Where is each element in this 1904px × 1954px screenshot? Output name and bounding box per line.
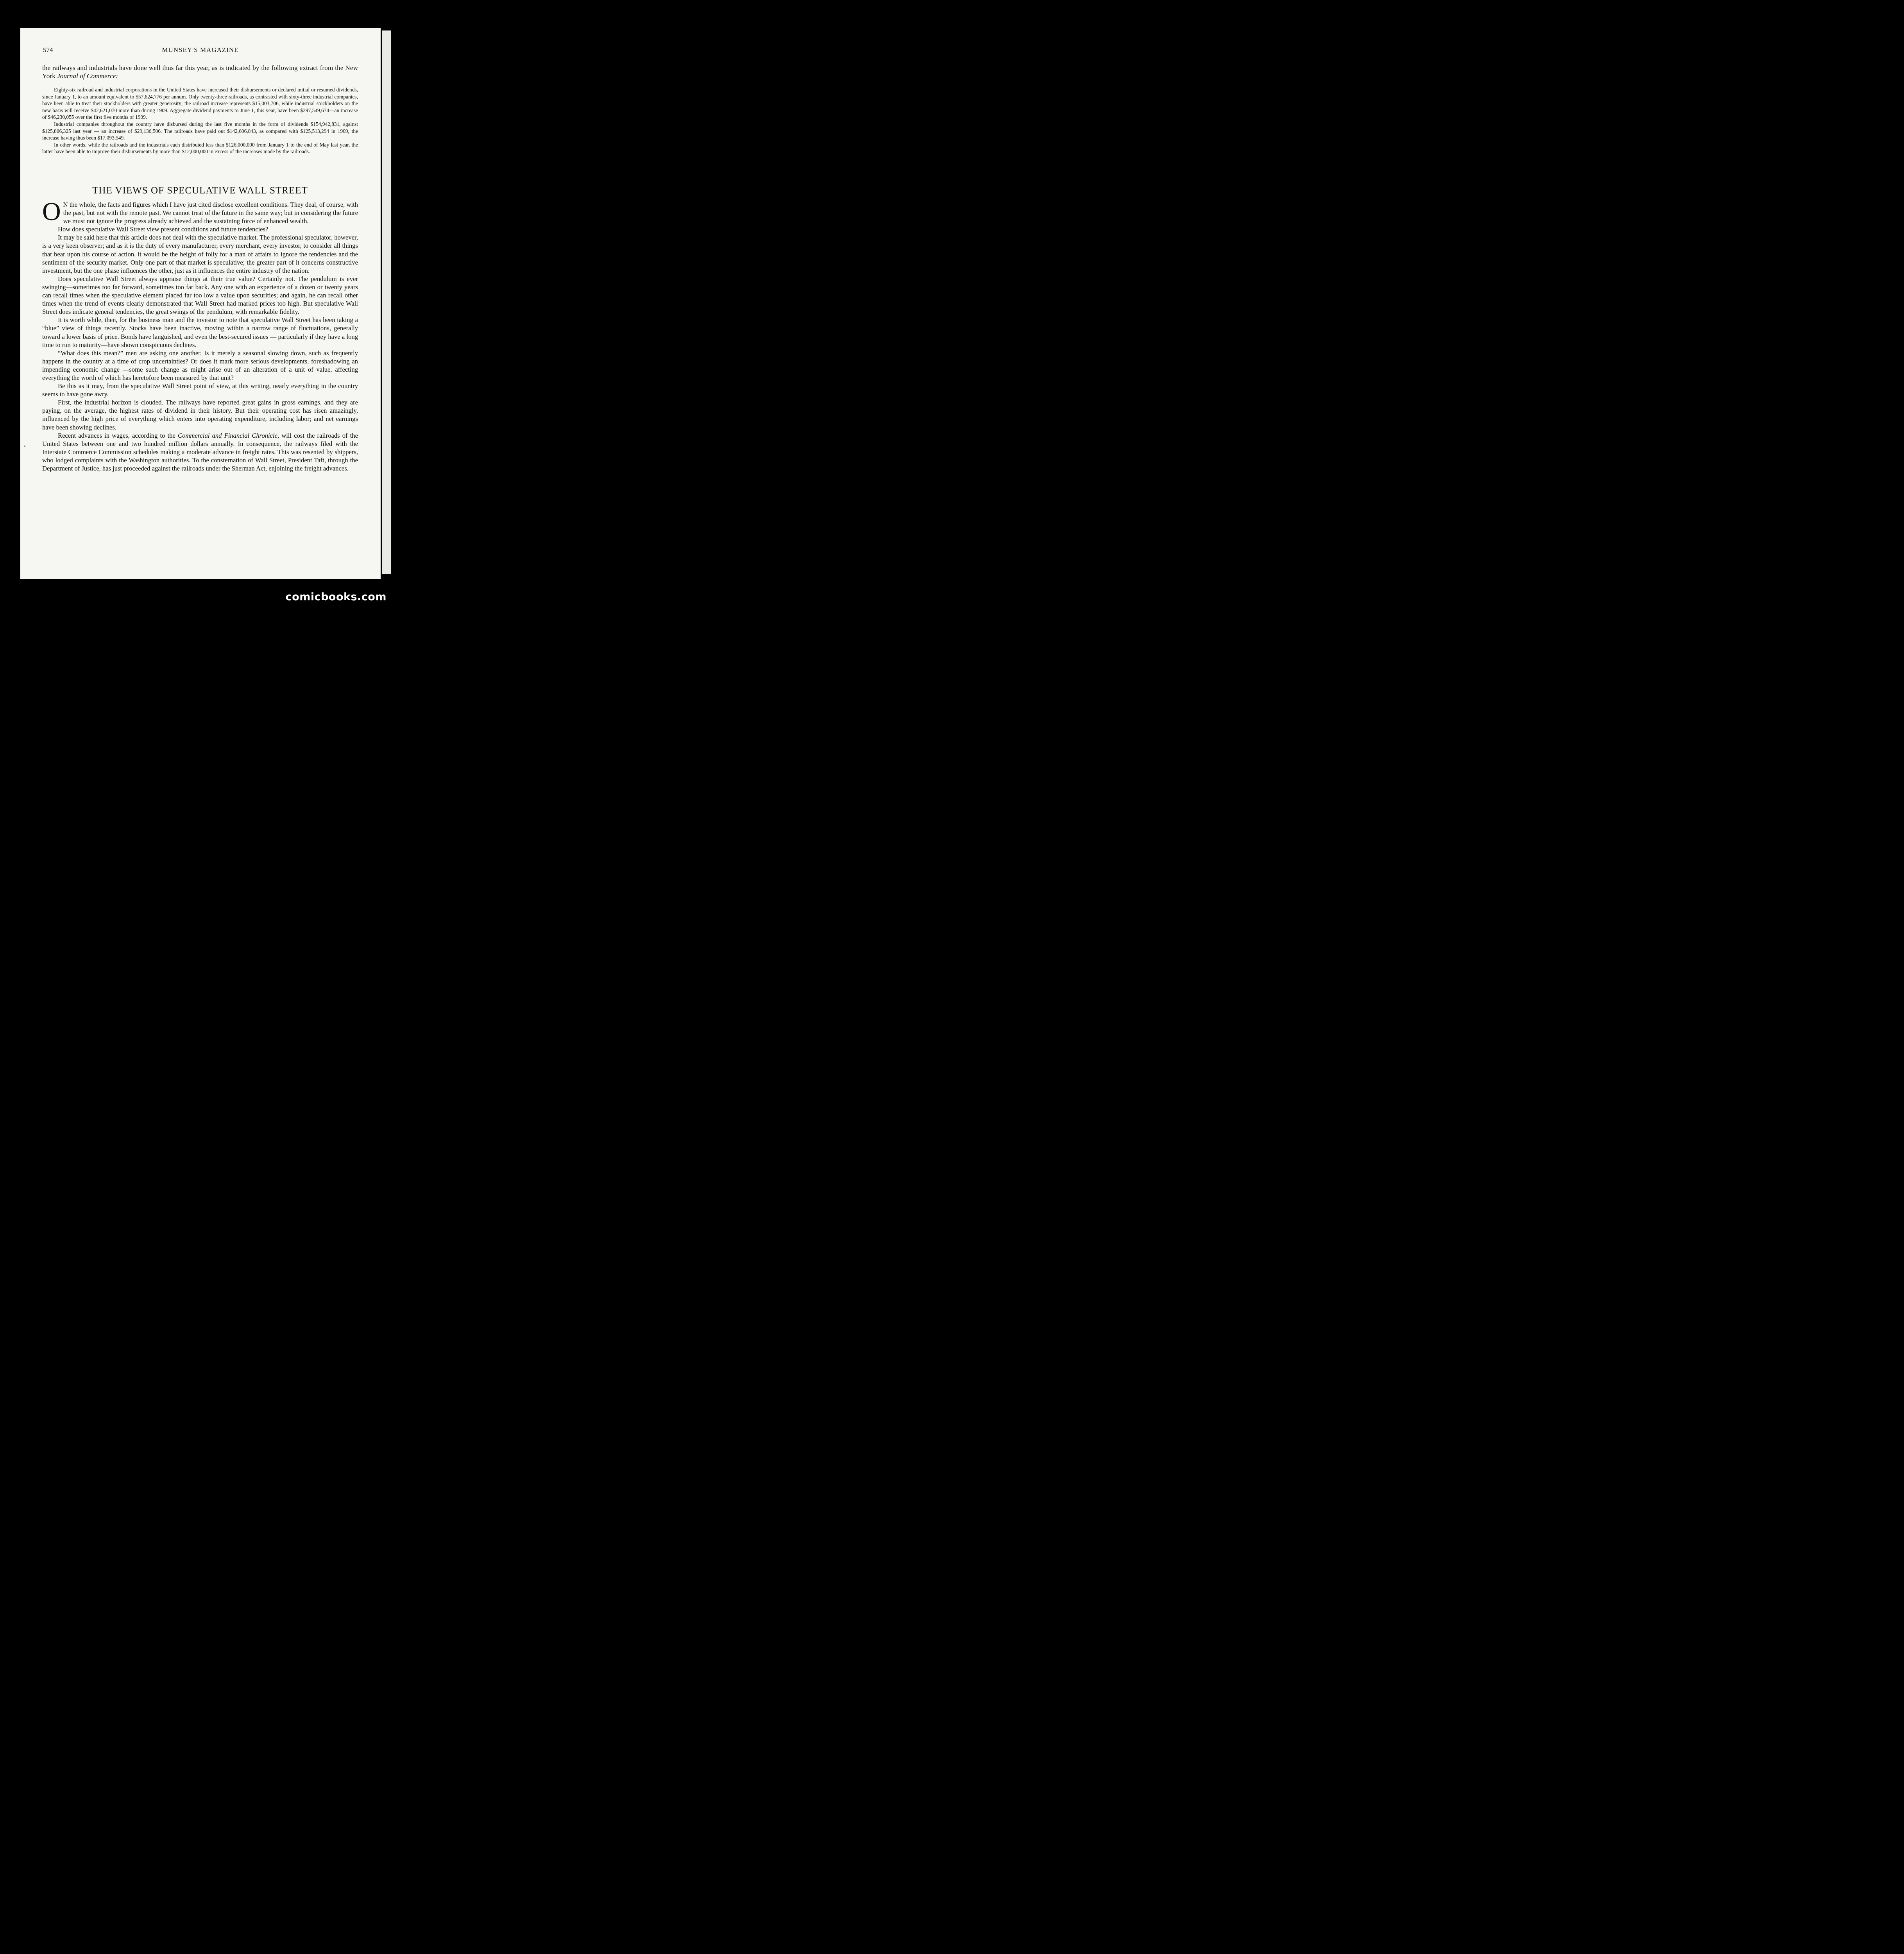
body-paragraph: How does speculative Wall Street view present conditions and future tendencies? xyxy=(58,225,268,233)
quote-paragraph: In other words, while the railroads and the industrials each distributed less than $126,000,000 from January 1 to the end of May last year, the latter have been able to improve their disbursements by more than $12,000,000 in excess of the increases made by the railroads. xyxy=(42,141,358,155)
body-paragraph: It is worth while, then, for the business man and the investor to note that speculative Wall Street has been taking a “blue” view of things recently. Stocks have been inactive, moving within a narrow range of fluctuations, generally toward a lower basis of price. Bonds have languished, and even the best-secured issues — particularly if they have a long time to run to maturity—have shown conspicuous declines. xyxy=(42,316,358,349)
quote-paragraph: Industrial companies throughout the country have disbursed during the last five months in the form of dividends $154,942,831, against $125,806,325 last year — an increase of $29,136,506. The railroads have paid out $142,606,843, as compared with $125,513,294 in 1909, the increase having thus been $17,093,549. xyxy=(42,121,358,141)
page-number: 574 xyxy=(43,46,53,54)
body-paragraph: Be this as it may, from the speculative Wall Street point of view, at this writing, nearly everything in the country seems to have gone awry. xyxy=(42,382,358,398)
last-paragraph-start: Recent advances in wages, according to the xyxy=(58,431,178,439)
body-paragraph: First, the industrial horizon is clouded. The railways have reported great gains in gross earnings, and they are paying, on the average, the highest rates of dividend in their history. But their operating cost has risen amazingly, influenced by the high price of everything which enters into operating expenditure, including labor; and net earnings have been showing declines. xyxy=(42,399,358,431)
last-paragraph-end: will cost the railroads of the United States between one and two hundred million dollars annually. In consequence, the railways filed with the Interstate Commerce Commission schedules making a moderate advance in freight rates. This was resented by shippers, who lodged complaints with the Washington authorities. To the consternation of Wall Street, President Taft, through the Department of Justice, has just proceeded against the railroads under the Sherman Act, enjoining the freight advances. xyxy=(42,431,358,472)
chronicle-title: Commercial and Financial Chronicle, xyxy=(178,431,279,439)
body-paragraph xyxy=(42,431,358,472)
intro-text: the railways and industrials have done well thus far this year, as is indicated by the following extract from the New York xyxy=(42,64,358,80)
body-paragraph: “What does this mean?” men are asking one another. Is it merely a seasonal slowing down, such as frequently happens in the country at a time of crop uncertainties? Or does it mark more serious developments, foreshadowing an impending economic change —some such change as might arise out of an alteration of a unit of value, affecting everything the worth of which has heretofore been measured by that unit? xyxy=(42,349,358,381)
page-header xyxy=(43,46,358,55)
watermark: comicbooks.com xyxy=(285,591,387,603)
block-quote xyxy=(42,86,358,155)
body-paragraph: It may be said here that this article does not deal with the speculative market. The professional speculator, however, is a very keen observer; and as it is the duty of every manufacturer, every merchant, every investor, to consider all things that bear upon his course of action, it would be the height of folly for a man of affairs to ignore the tendencies and the sentiment of the security market. Only one part of that market is speculative; the greater part of it concerns constructive investment, but the one phase influences the other, just as it influences the entire industry of the nation. xyxy=(42,234,358,274)
article-body xyxy=(42,197,358,472)
running-title: MUNSEY'S MAGAZINE xyxy=(162,46,239,54)
scan-speck xyxy=(24,446,25,447)
intro-source-title: Journal of Commerce: xyxy=(57,72,118,80)
intro-paragraph xyxy=(42,64,358,80)
quote-paragraph: Eighty-six railroad and industrial corporations in the United States have increased their disbursements or declared initial or resumed dividends, since January 1, to an amount equivalent to $57,624,776 per annum. Only twenty-three railroads, as contrasted with sixty-three industrial companies, have been able to treat their stockholders with greater generosity; the railroad increase represents $15,003,706, while industrial stockholders on the new basis will receive $42,621,070 more than during 1909. Aggregate dividend payments to June 1, this year, have been $297,549,674—an increase of $46,230,055 over the first five months of 1909. xyxy=(42,87,358,120)
body-paragraph xyxy=(42,197,358,226)
body-paragraph: Does speculative Wall Street always appraise things at their true value? Certainly not. The pendulum is ever swinging—sometimes too far forward, sometimes too far back. Any one with an experience of a dozen or twenty years can recall times when the speculative element placed far too low a value upon securities; and again, he can recall other times when the trend of events clearly demonstrated that Wall Street had marked prices too high. But speculative Wall Street does indicate general tendencies, the great swings of the pendulum, with remarkable fidelity. xyxy=(42,275,358,316)
first-paragraph-text: N the whole, the facts and figures which I have just cited disclose excellent conditions. They deal, of course, with the past, but not with the remote past. We cannot treat of the future in the same way; but in considering the future we must not ignore the progress already achieved and the sustaining force of enhanced wealth. xyxy=(63,201,358,225)
section-heading: THE VIEWS OF SPECULATIVE WALL STREET xyxy=(92,185,308,196)
drop-cap: O xyxy=(42,197,61,226)
facing-page-edge xyxy=(382,30,391,574)
